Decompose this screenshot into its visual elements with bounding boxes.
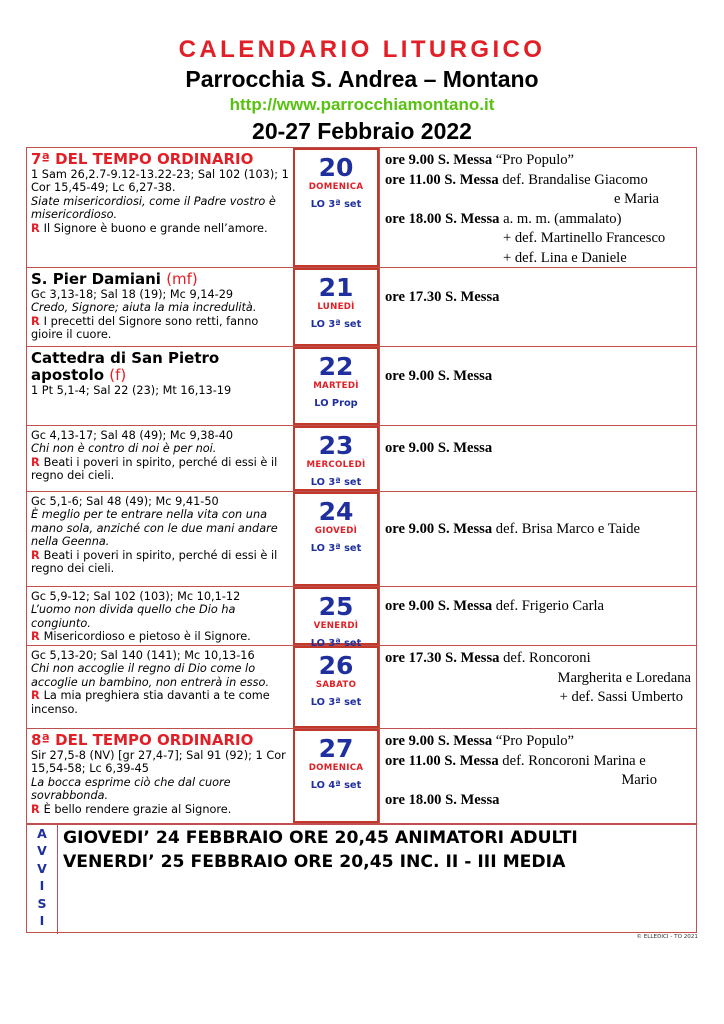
feast-title [31, 350, 289, 384]
response-marker: R [31, 314, 44, 328]
date-box [293, 268, 379, 346]
liturgy-of-hours: LO 3ª set [310, 638, 362, 649]
weekday-name: DOMENICA [308, 763, 364, 773]
psalm-response [31, 803, 289, 816]
readings: 1 Sam 26,2.7-9.12-13.22-23; Sal 102 (103); 1 Cor 15,45-49; Lc 6,27-38. [31, 168, 289, 195]
weekday-name: VENERDÌ [313, 621, 359, 631]
mass-entry [385, 288, 691, 308]
day-row [27, 587, 696, 649]
mass-intention: def. Brandalise Giacomo [498, 171, 648, 188]
parish-url[interactable]: http://www.parrocchiamontano.it [229, 95, 495, 114]
mass-time: ore 11.00 S. Messa [385, 752, 499, 769]
liturgy-cell [27, 148, 293, 267]
avvisi-letter: S [37, 895, 47, 911]
weekday-name: GIOVEDÌ [314, 526, 358, 536]
mass-time: ore 9.00 S. Messa [385, 367, 493, 384]
avvisi-label [27, 825, 58, 934]
avviso-line: VENERDI’ 25 FEBBRAIO ORE 20,45 INC. II - III MEDIA [63, 852, 566, 872]
mass-entry [385, 171, 691, 191]
mass-entry [385, 732, 691, 752]
mass-intention-cont: Mario [621, 772, 657, 789]
liturgy-cell [27, 646, 293, 728]
mass-intention: def. Roncoroni [499, 650, 591, 666]
readings: 1 Pt 5,1-4; Sal 22 (23); Mt 16,13-19 [31, 384, 232, 397]
response-text: Il Signore è buono e grande nell’amore. [43, 221, 268, 235]
weekday-name: DOMENICA [308, 182, 364, 192]
day-number: 21 [318, 273, 354, 302]
day-number: 20 [318, 153, 354, 182]
liturgy-cell [27, 347, 293, 425]
mass-entry [385, 520, 691, 540]
day-row [27, 268, 696, 347]
psalm-response [31, 549, 289, 576]
gospel-verse: Credo, Signore; aiuta la mia incredulità. [31, 301, 257, 315]
liturgy-of-hours: LO 3ª set [310, 199, 362, 210]
copyright-note: © ELLEDICI - TO 2021 [636, 934, 698, 940]
liturgy-of-hours: LO 4ª set [310, 780, 362, 791]
readings: Gc 5,9-12; Sal 102 (103); Mc 10,1-12 [31, 590, 241, 603]
mass-schedule [379, 646, 696, 728]
date-box [293, 587, 379, 649]
avvisi-letter: A [37, 826, 47, 841]
weekday-name: MARTEDÌ [313, 381, 359, 391]
response-marker: R [31, 630, 44, 644]
weekday-name: MERCOLEDÌ [306, 460, 366, 470]
avvisi-text [63, 826, 578, 874]
gospel-verse: L’uomo non divida quello che Dio ha congiunto. [31, 603, 236, 630]
mass-time: ore 9.00 S. Messa [385, 733, 493, 749]
avvisi-letter: I [39, 913, 45, 929]
response-text: Misericordioso e pietoso è il Signore. [43, 630, 251, 644]
day-number: 26 [318, 651, 354, 680]
day-number: 23 [318, 431, 354, 460]
response-marker: R [31, 221, 44, 235]
liturgy-cell [27, 492, 293, 586]
mass-schedule [379, 587, 696, 645]
mass-intention: “Pro Populo” [492, 733, 575, 749]
mass-intention: “Pro Populo” [492, 152, 575, 168]
date-box [293, 426, 379, 491]
liturgy-cell [27, 268, 293, 346]
feast-title [31, 151, 289, 168]
avvisi-section [27, 824, 696, 934]
day-number: 24 [318, 497, 354, 526]
mass-intention-cont: + def. Martinello Francesco [503, 230, 666, 247]
week-dates: 20-27 Febbraio 2022 [252, 118, 472, 144]
mass-entry [385, 210, 691, 230]
liturgy-of-hours: LO 3ª set [310, 697, 362, 708]
mass-schedule [379, 729, 696, 823]
mass-entry [385, 649, 691, 669]
mass-entry [385, 439, 691, 459]
mass-schedule [379, 426, 696, 491]
mass-time: ore 17.30 S. Messa [385, 288, 500, 305]
psalm-response [31, 315, 289, 342]
date-box [293, 492, 379, 586]
date-box [293, 347, 379, 425]
mass-schedule [379, 492, 696, 586]
gospel-verse: La bocca esprime ciò che dal cuore sovrabbonda. [31, 775, 231, 803]
mass-intention-cont: + def. Lina e Daniele [503, 249, 627, 266]
date-box [293, 646, 379, 728]
mass-intention: def. Frigerio Carla [492, 597, 605, 614]
response-marker: R [31, 548, 44, 562]
day-row [27, 148, 696, 268]
mass-time: ore 9.00 S. Messa [385, 520, 493, 537]
psalm-response [31, 630, 289, 643]
day-row [27, 426, 696, 492]
day-row [27, 729, 696, 824]
readings: Sir 27,5-8 (NV) [gr 27,4-7]; Sal 91 (92); 1 Cor 15,54-58; Lc 6,39-45 [31, 749, 286, 776]
mass-intention-cont: + def. Sassi Umberto [559, 689, 683, 706]
gospel-verse: Siate misericordiosi, come il Padre vostro è misericordioso. [31, 194, 276, 222]
liturgy-of-hours: LO 3ª set [310, 543, 362, 554]
parish-name: Parrocchia S. Andrea – Montano [185, 66, 539, 92]
psalm-response [31, 689, 289, 716]
day-row [27, 347, 696, 426]
response-text: Beati i poveri in spirito, perché di essi è il regno dei cieli. [31, 548, 278, 576]
response-text: La mia preghiera stia davanti a te come incenso. [31, 689, 270, 716]
date-box [293, 729, 379, 823]
calendar-table [26, 147, 697, 933]
day-number: 27 [318, 734, 354, 763]
avvisi-letter: V [37, 860, 47, 876]
mass-intention-cont: Margherita e Loredana [557, 669, 691, 686]
feast-name: Cattedra di San Pietro apostolo [31, 349, 220, 384]
date-box [293, 148, 379, 267]
response-text: I precetti del Signore sono retti, fanno gioire il cuore. [31, 314, 259, 342]
mass-schedule [379, 347, 696, 425]
liturgy-of-hours: LO 3ª set [310, 319, 362, 330]
mass-intention: def. Brisa Marco e Taide [492, 520, 640, 537]
psalm-response [31, 456, 289, 483]
psalm-response [31, 222, 289, 235]
mass-time: ore 9.00 S. Messa [385, 597, 493, 614]
mass-time: ore 11.00 S. Messa [385, 171, 499, 188]
liturgy-of-hours: LO Prop [314, 398, 358, 409]
feast-name: 7ª DEL TEMPO ORDINARIO [31, 150, 254, 168]
response-marker: R [31, 455, 44, 469]
feast-name: 8ª DEL TEMPO ORDINARIO [31, 731, 254, 749]
response-text: È bello rendere grazie al Signore. [43, 802, 232, 816]
readings: Gc 5,13-20; Sal 140 (141); Mc 10,13-16 [31, 649, 255, 662]
response-marker: R [31, 802, 44, 816]
readings: Gc 4,13-17; Sal 48 (49); Mc 9,38-40 [31, 429, 234, 442]
mass-time: ore 9.00 S. Messa [385, 152, 493, 168]
feast-rank: (mf) [166, 270, 198, 288]
response-text: Beati i poveri in spirito, perché di essi è il regno dei cieli. [31, 455, 278, 483]
mass-time: ore 18.00 S. Messa [385, 791, 500, 808]
mass-time: ore 18.00 S. Messa [385, 210, 500, 227]
mass-schedule [379, 268, 696, 346]
weekday-name: LUNEDÌ [317, 302, 355, 312]
feast-rank: (f) [109, 366, 127, 384]
liturgy-cell [27, 729, 293, 823]
avvisi-letter: I [39, 878, 45, 894]
avvisi-letter: V [37, 843, 47, 859]
day-row [27, 646, 696, 729]
readings: Gc 3,13-18; Sal 18 (19); Mc 9,14-29 [31, 288, 234, 301]
mass-intention: a. m. m. (ammalato) [499, 210, 622, 227]
mass-schedule [379, 148, 696, 267]
gospel-verse: Chi non accoglie il regno di Dio come lo accoglie un bambino, non entrerà in esso. [31, 662, 270, 689]
liturgy-cell [27, 587, 293, 645]
mass-intention-cont: e Maria [614, 191, 659, 208]
day-number: 22 [318, 352, 354, 381]
mass-time: ore 9.00 S. Messa [385, 440, 493, 456]
mass-entry [385, 597, 691, 617]
response-marker: R [31, 689, 44, 703]
feast-title [31, 271, 289, 288]
liturgy-of-hours: LO 3ª set [310, 477, 362, 488]
mass-entry [385, 791, 691, 811]
readings: Gc 5,1-6; Sal 48 (49); Mc 9,41-50 [31, 495, 219, 508]
weekday-name: SABATO [315, 680, 357, 690]
mass-entry [385, 367, 691, 387]
mass-time: ore 17.30 S. Messa [385, 650, 500, 666]
mass-entry [385, 752, 691, 772]
gospel-verse: È meglio per te entrare nella vita con una mano sola, anziché con le due mani andare nella Geenna. [31, 508, 278, 549]
gospel-verse: Chi non è contro di noi è per noi. [31, 442, 217, 456]
mass-entry [385, 151, 691, 171]
liturgy-cell [27, 426, 293, 491]
day-row [27, 492, 696, 587]
feast-name: S. Pier Damiani [31, 270, 161, 288]
avviso-line: GIOVEDI’ 24 FEBBRAIO ORE 20,45 ANIMATORI ADULTI [63, 828, 578, 848]
mass-intention: def. Roncoroni Marina e [498, 752, 646, 769]
feast-title [31, 732, 289, 749]
calendar-title: CALENDARIO LITURGICO [178, 36, 546, 63]
day-number: 25 [318, 592, 354, 621]
